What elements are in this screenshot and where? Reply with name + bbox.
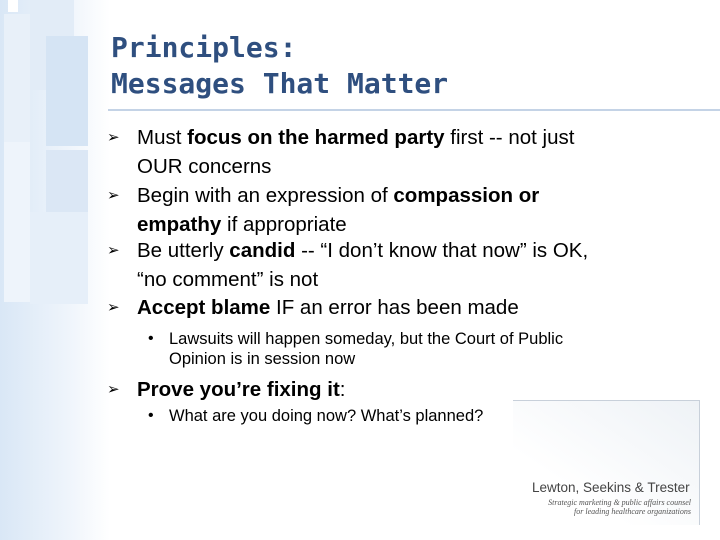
bullet-emphasis: compassion or [393, 184, 540, 207]
logo-tagline-line: for leading healthcare organizations [574, 507, 691, 516]
bullet-emphasis: candid [229, 239, 296, 262]
bullet-candid [137, 236, 697, 294]
sub-bullet-lawsuits [169, 329, 689, 369]
bullet-emphasis: Accept blame [137, 296, 271, 319]
bullet-text: if appropriate [221, 213, 347, 236]
logo-tagline [536, 498, 691, 516]
sub-bullet-doing-now: What are you doing now? What’s planned? [169, 407, 484, 425]
bullet-text: Begin with an expression of [137, 184, 394, 207]
bullet-emphasis: empathy [137, 213, 222, 236]
bullet-text: first -- not just [444, 126, 575, 149]
bullet-accept-blame [137, 293, 697, 322]
arrow-bullet-icon: ➢ [107, 242, 120, 259]
title-line-2: Messages That Matter [111, 67, 449, 100]
logo-name: Lewton, Seekins & Trester [532, 480, 690, 495]
bullet-text: Be utterly [137, 239, 230, 262]
logo-tagline-line: Strategic marketing & public affairs counsel [548, 498, 691, 507]
bullet-focus-harmed-party [137, 123, 697, 181]
bullet-emphasis: Prove you’re fixing it [137, 378, 340, 401]
sub-bullet-line: Lawsuits will happen someday, but the Court of Public [169, 330, 564, 348]
arrow-bullet-icon: ➢ [107, 129, 120, 146]
bullet-compassion [137, 181, 697, 239]
arrow-bullet-icon: ➢ [107, 381, 120, 398]
bullet-text: -- “I don’t know that now” is OK, [295, 239, 589, 262]
company-logo [510, 400, 700, 525]
bullet-text: IF an error has been made [270, 296, 519, 319]
bullet-emphasis: focus on the harmed party [187, 126, 445, 149]
bullet-continuation: OUR concerns [137, 155, 272, 178]
sub-bullet-dot-icon: • [148, 330, 154, 347]
arrow-bullet-icon: ➢ [107, 299, 120, 316]
sub-bullet-line: Opinion is in session now [169, 350, 356, 368]
bullet-text: Must [137, 126, 188, 149]
arrow-bullet-icon: ➢ [107, 187, 120, 204]
bullet-text: : [339, 378, 346, 401]
title-line-1: Principles: [111, 31, 297, 64]
bullet-continuation: “no comment” is not [137, 268, 319, 291]
sub-bullet-dot-icon: • [148, 407, 154, 424]
